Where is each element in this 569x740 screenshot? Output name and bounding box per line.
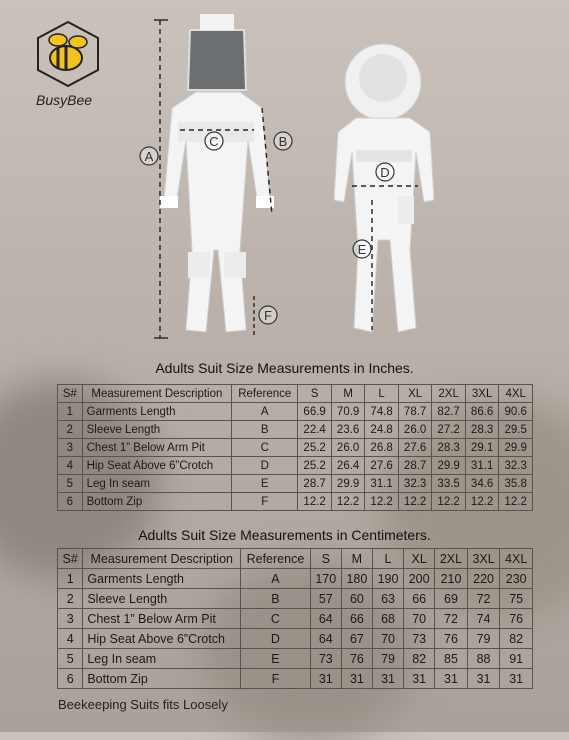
cm-table xyxy=(57,548,533,689)
table-cell: 12.2 xyxy=(398,493,432,511)
table-cell: 63 xyxy=(372,589,403,609)
table-cell: 76 xyxy=(435,629,468,649)
table-cell: Bottom Zip xyxy=(83,669,241,689)
table-cell: 26.0 xyxy=(331,439,365,457)
table-cell: 5 xyxy=(58,475,83,493)
column-header: M xyxy=(341,549,372,569)
table-cell: 88 xyxy=(467,649,500,669)
cm-table-title: Adults Suit Size Measurements in Centimeters. xyxy=(138,527,431,543)
table-row xyxy=(58,403,533,421)
table-cell: 29.9 xyxy=(331,475,365,493)
table-cell: D xyxy=(232,457,298,475)
table-cell: 34.6 xyxy=(465,475,499,493)
inches-table xyxy=(57,384,533,511)
table-cell: 72 xyxy=(467,589,500,609)
table-cell: Hip Seat Above 6”Crotch xyxy=(82,457,232,475)
footnote: Beekeeping Suits fits Loosely xyxy=(58,697,228,712)
table-cell: 70.9 xyxy=(331,403,365,421)
table-cell: Sleeve Length xyxy=(83,589,241,609)
table-cell: 12.2 xyxy=(465,493,499,511)
header-row xyxy=(58,549,533,569)
table-cell: 74 xyxy=(467,609,500,629)
table-cell: A xyxy=(232,403,298,421)
column-header: 2XL xyxy=(432,385,466,403)
table-cell: 29.5 xyxy=(499,421,533,439)
table-cell: 72 xyxy=(435,609,468,629)
suit-diagram xyxy=(0,0,569,352)
table-cell: E xyxy=(241,649,311,669)
table-cell: 12.2 xyxy=(499,493,533,511)
label-c: C xyxy=(209,134,219,149)
table-cell: Hip Seat Above 6”Crotch xyxy=(83,629,241,649)
table-cell: 27.6 xyxy=(365,457,399,475)
table-row xyxy=(58,475,533,493)
table-row xyxy=(58,421,533,439)
table-cell: 76 xyxy=(341,649,372,669)
table-cell: C xyxy=(232,439,298,457)
table-row xyxy=(58,589,533,609)
table-cell: E xyxy=(232,475,298,493)
table-cell: 27.6 xyxy=(398,439,432,457)
table-cell: Chest 1” Below Arm Pit xyxy=(83,609,241,629)
table-cell: 26.0 xyxy=(398,421,432,439)
table-cell: F xyxy=(232,493,298,511)
column-header: Measurement Description xyxy=(83,549,241,569)
table-cell: B xyxy=(241,589,311,609)
table-cell: D xyxy=(241,629,311,649)
header-row xyxy=(58,385,533,403)
table-cell: 28.7 xyxy=(298,475,332,493)
column-header: S xyxy=(298,385,332,403)
table-cell: 31 xyxy=(341,669,372,689)
table-cell: 23.6 xyxy=(331,421,365,439)
table-cell: 64 xyxy=(310,629,341,649)
table-cell: 29.9 xyxy=(432,457,466,475)
table-cell: 76 xyxy=(500,609,533,629)
table-cell: 66 xyxy=(341,609,372,629)
column-header: S xyxy=(310,549,341,569)
table-cell: 67 xyxy=(341,629,372,649)
table-cell: 32.3 xyxy=(499,457,533,475)
label-d: D xyxy=(380,165,390,180)
table-cell: 73 xyxy=(404,629,435,649)
table-cell: 24.8 xyxy=(365,421,399,439)
table-cell: 180 xyxy=(341,569,372,589)
table-row xyxy=(58,629,533,649)
table-cell: 29.1 xyxy=(465,439,499,457)
table-cell: 12.2 xyxy=(331,493,365,511)
table-cell: 12.2 xyxy=(298,493,332,511)
label-e: E xyxy=(357,242,367,257)
table-cell: 28.3 xyxy=(432,439,466,457)
table-cell: 4 xyxy=(58,629,83,649)
table-cell: Bottom Zip xyxy=(82,493,232,511)
column-header: S# xyxy=(58,385,83,403)
table-cell: 32.3 xyxy=(398,475,432,493)
table-cell: F xyxy=(241,669,311,689)
table-cell: 3 xyxy=(58,439,83,457)
table-cell: 1 xyxy=(58,403,83,421)
column-header: XL xyxy=(404,549,435,569)
table-row xyxy=(58,569,533,589)
table-cell: 86.6 xyxy=(465,403,499,421)
table-cell: 31 xyxy=(404,669,435,689)
table-cell: Chest 1” Below Arm Pit xyxy=(82,439,232,457)
table-cell: 210 xyxy=(435,569,468,589)
table-cell: 12.2 xyxy=(432,493,466,511)
table-cell: 82 xyxy=(404,649,435,669)
table-cell: B xyxy=(232,421,298,439)
table-cell: 85 xyxy=(435,649,468,669)
brand-name: BusyBee xyxy=(36,92,93,108)
table-row xyxy=(58,609,533,629)
table-cell: 28.7 xyxy=(398,457,432,475)
table-cell: 35.8 xyxy=(499,475,533,493)
table-cell: A xyxy=(241,569,311,589)
front-suit xyxy=(160,14,274,332)
table-cell: 78.7 xyxy=(398,403,432,421)
table-cell: 73 xyxy=(310,649,341,669)
table-cell: 31 xyxy=(372,669,403,689)
table-row xyxy=(58,439,533,457)
table-cell: C xyxy=(241,609,311,629)
table-cell: 31 xyxy=(500,669,533,689)
table-cell: 6 xyxy=(58,669,83,689)
table-cell: 6 xyxy=(58,493,83,511)
table-cell: 28.3 xyxy=(465,421,499,439)
table-cell: 190 xyxy=(372,569,403,589)
column-header: L xyxy=(365,385,399,403)
table-cell: 74.8 xyxy=(365,403,399,421)
table-row xyxy=(58,457,533,475)
table-cell: 31 xyxy=(310,669,341,689)
table-cell: 57 xyxy=(310,589,341,609)
table-cell: 70 xyxy=(404,609,435,629)
column-header: 3XL xyxy=(465,385,499,403)
label-f: F xyxy=(264,308,272,323)
table-cell: 31.1 xyxy=(365,475,399,493)
table-cell: Garments Length xyxy=(83,569,241,589)
back-suit xyxy=(334,44,434,332)
table-cell: Garments Length xyxy=(82,403,232,421)
table-cell: 12.2 xyxy=(365,493,399,511)
table-cell: Sleeve Length xyxy=(82,421,232,439)
table-cell: 220 xyxy=(467,569,500,589)
column-header: M xyxy=(331,385,365,403)
table-row xyxy=(58,493,533,511)
table-cell: 170 xyxy=(310,569,341,589)
label-a: A xyxy=(144,149,154,164)
table-cell: 90.6 xyxy=(499,403,533,421)
table-cell: 68 xyxy=(372,609,403,629)
busybee-logo xyxy=(38,22,98,86)
table-cell: 79 xyxy=(372,649,403,669)
column-header: Reference xyxy=(241,549,311,569)
column-header: 4XL xyxy=(500,549,533,569)
table-cell: Leg In seam xyxy=(83,649,241,669)
table-cell: 27.2 xyxy=(432,421,466,439)
table-cell: 1 xyxy=(58,569,83,589)
table-cell: 91 xyxy=(500,649,533,669)
table-cell: 2 xyxy=(58,589,83,609)
table-cell: 64 xyxy=(310,609,341,629)
table-cell: 66 xyxy=(404,589,435,609)
column-header: XL xyxy=(398,385,432,403)
table-cell: 5 xyxy=(58,649,83,669)
table-cell: 79 xyxy=(467,629,500,649)
table-cell: 26.8 xyxy=(365,439,399,457)
inches-table-title: Adults Suit Size Measurements in Inches. xyxy=(155,360,414,376)
table-cell: 4 xyxy=(58,457,83,475)
table-cell: 69 xyxy=(435,589,468,609)
table-cell: 26.4 xyxy=(331,457,365,475)
table-cell: 230 xyxy=(500,569,533,589)
column-header: L xyxy=(372,549,403,569)
table-row xyxy=(58,649,533,669)
table-cell: 70 xyxy=(372,629,403,649)
table-cell: 200 xyxy=(404,569,435,589)
label-b: B xyxy=(278,134,288,149)
column-header: S# xyxy=(58,549,83,569)
table-cell: 60 xyxy=(341,589,372,609)
table-cell: 82 xyxy=(500,629,533,649)
table-cell: 31.1 xyxy=(465,457,499,475)
table-cell: 75 xyxy=(500,589,533,609)
column-header: Reference xyxy=(232,385,298,403)
column-header: 4XL xyxy=(499,385,533,403)
column-header: Measurement Description xyxy=(82,385,232,403)
table-cell: 25.2 xyxy=(298,457,332,475)
column-header: 3XL xyxy=(467,549,500,569)
table-cell: 25.2 xyxy=(298,439,332,457)
table-cell: 31 xyxy=(467,669,500,689)
table-cell: 22.4 xyxy=(298,421,332,439)
table-cell: 3 xyxy=(58,609,83,629)
table-cell: 31 xyxy=(435,669,468,689)
column-header: 2XL xyxy=(435,549,468,569)
table-cell: 33.5 xyxy=(432,475,466,493)
table-cell: 82.7 xyxy=(432,403,466,421)
table-row xyxy=(58,669,533,689)
table-cell: 29.9 xyxy=(499,439,533,457)
table-cell: Leg In seam xyxy=(82,475,232,493)
table-cell: 2 xyxy=(58,421,83,439)
table-cell: 66.9 xyxy=(298,403,332,421)
